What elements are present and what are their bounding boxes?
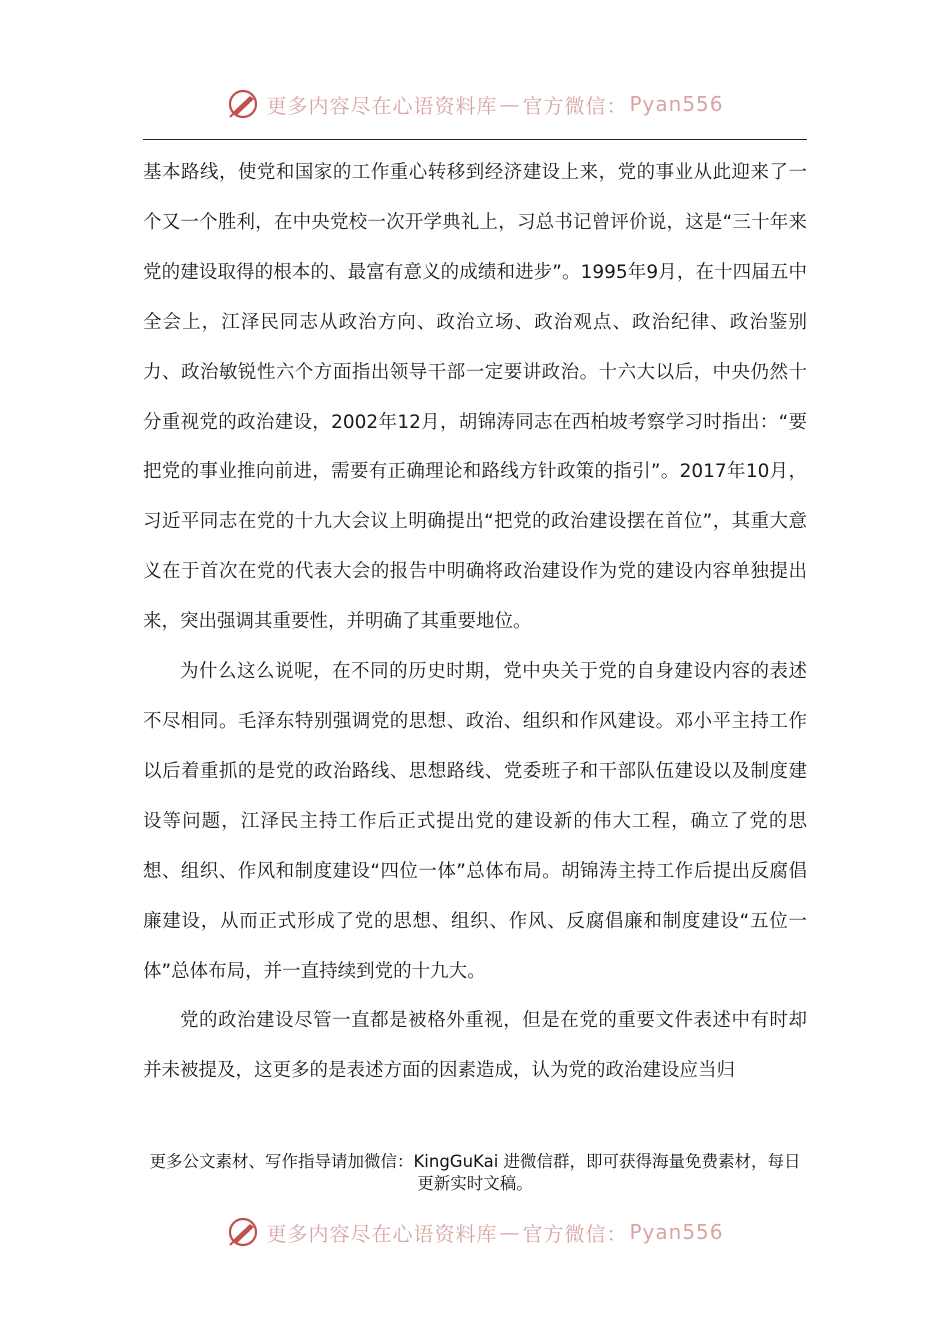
pen-logo-icon [226,87,260,121]
footer-note: 更多公文素材、写作指导请加微信：KingGuKai 进微信群，即可获得海量免费素材，每日更新实时文稿。 [149,1152,801,1193]
paragraph: 党的政治建设尽管一直都是被格外重视，但是在党的重要文件表述中有时却并未被提及，这更多的是表述方面的因素造成，认为党的政治建设应当归 [143,1010,807,1082]
watermark-brand: 更多内容尽在心语资料库 [266,1221,498,1246]
watermark-account: Pyan556 [629,92,724,116]
document-body [143,148,807,1096]
header-watermark [0,84,950,124]
watermark-dash: — [499,1220,521,1244]
watermark-dash: — [499,92,521,116]
watermark-label: 官方微信： [522,93,628,118]
watermark-brand: 更多内容尽在心语资料库 [266,93,498,118]
pen-logo-icon [226,1215,260,1249]
watermark-label: 官方微信： [522,1221,628,1246]
paragraph: 为什么这么说呢，在不同的历史时期，党中央关于党的自身建设内容的表述不尽相同。毛泽东特别强调党的思想、政治、组织和作风建设。邓小平主持工作以后着重抓的是党的政治路线、思想路线、党委班子和干部队伍建设以及制度建设等问题，江泽民主持工作后正式提出党的建设新的伟大工程，确立了党的思想、组织、作风和制度建设“四位一体”总体布局。胡锦涛主持工作后提出反腐倡廉建设，从而正式形成了党的思想、组织、作风、反腐倡廉和制度建设“五位一体”总体布局，并一直持续到党的十九大。 [143,661,807,982]
paragraph: 基本路线，使党和国家的工作重心转移到经济建设上来，党的事业从此迎来了一个又一个胜利，在中央党校一次开学典礼上，习总书记曾评价说，这是“三十年来党的建设取得的根本的、最富有意义的成绩和进步”。1995年9月，在十四届五中全会上，江泽民同志从政治方向、政治立场、政治观点、政治纪律、政治鉴别力、政治敏锐性六个方面指出领导干部一定要讲政治。十六大以后，中央仍然十分重视党的政治建设，2002年12月，胡锦涛同志在西柏坡考察学习时指出：“要把党的事业推向前进，需要有正确理论和路线方针政策的指引”。2017年10月，习近平同志在党的十九大会议上明确提出“把党的政治建设摆在首位”，其重大意义在于首次在党的代表大会的报告中明确将政治建设作为党的建设内容单独提出来，突出强调其重要性，并明确了其重要地位。 [143,162,807,633]
header-rule [143,139,807,140]
watermark-account: Pyan556 [629,1220,724,1244]
footer-watermark [0,1212,950,1252]
